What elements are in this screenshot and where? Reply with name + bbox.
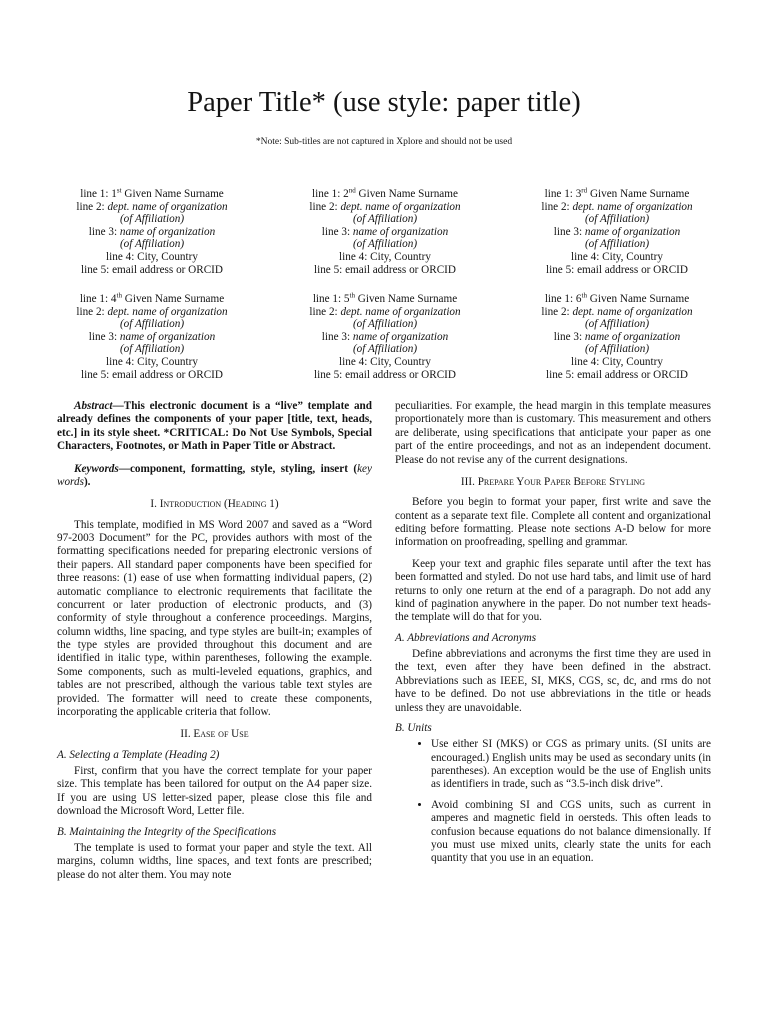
author-city-line: line 4: City, Country — [571, 355, 663, 368]
author-dept-line: line 2: dept. name of organization — [541, 305, 693, 318]
author-affiliation: (of Affiliation) — [352, 343, 418, 356]
author-city-line: line 4: City, Country — [571, 250, 663, 263]
author-city-line: line 4: City, Country — [106, 250, 198, 263]
body-paragraph: Keep your text and graphic files separate until after the text has been formatted and styled. Do not use hard tabs, and limit use of hard returns to only one return at the end of a paragraph. Do not add any kind of pagination anywhere in the paper. Do not number text heads-the template will do that for you. — [395, 557, 711, 624]
body-paragraph-continued: peculiarities. For example, the head margin in this template measures proportionately more than is customary. This measurement and others are deliberate, using specifications that anticipate your paper as one part of the entire proceedings, and not as an independent document. Please do not revise any of the current designations. — [395, 400, 711, 466]
author-city-line: line 4: City, Country — [339, 250, 431, 263]
paper-title: Paper Title* (use style: paper title) — [187, 87, 581, 118]
section-heading-introduction: I. Introduction (Heading 1) — [150, 498, 279, 511]
author-block — [268, 293, 502, 381]
author-email-line: line 5: email address or ORCID — [314, 368, 456, 381]
body-paragraph: First, confirm that you have the correct template for your paper size. This template has been tailored for output on the A4 paper size. If you are using US letter-sized paper, please close this file and download the Microsoft Word, Letter file. — [57, 765, 372, 818]
subsection-heading: A. Selecting a Template (Heading 2) — [57, 748, 220, 761]
section-heading-prepare: III. Prepare Your Paper Before Styling — [460, 475, 646, 488]
author-affiliation: (of Affiliation) — [119, 318, 185, 331]
author-email-line: line 5: email address or ORCID — [81, 368, 223, 381]
author-dept-line: line 2: dept. name of organization — [76, 305, 228, 318]
author-row — [36, 188, 732, 276]
author-name-line: line 1: 1st Given Name Surname — [80, 186, 224, 200]
author-dept-line: line 2: dept. name of organization — [76, 200, 228, 213]
subtitle-note: *Note: Sub-titles are not captured in Xplore and should not be used — [255, 137, 513, 147]
author-affiliation: (of Affiliation) — [584, 343, 650, 356]
left-column — [57, 400, 372, 1024]
author-email-line: line 5: email address or ORCID — [81, 263, 223, 276]
author-affiliation: (of Affiliation) — [119, 238, 185, 251]
author-name-line: line 1: 2nd Given Name Surname — [312, 186, 458, 200]
body-paragraph: Before you begin to format your paper, first write and save the content as a separate text file. Complete all content and organizational editing before formatting. Please note sections A-D below for more information on proofreading, spelling and grammar. — [395, 496, 711, 549]
author-block — [502, 188, 732, 276]
author-name-line: line 1: 6th Given Name Surname — [544, 291, 690, 305]
author-city-line: line 4: City, Country — [339, 355, 431, 368]
subsection-heading: B. Units — [395, 721, 432, 734]
author-email-line: line 5: email address or ORCID — [314, 263, 456, 276]
bullet-item: • Use either SI (MKS) or CGS as primary units. (SI units are encouraged.) English units may be used as secondary units (in parentheses). An exception would be the use of English units as identifiers in trade, such as “3.5-inch disk drive”. — [431, 738, 711, 792]
keywords: Keywords—component, formatting, style, styling, insert (key words). — [57, 462, 372, 488]
author-org-line: line 3: name of organization — [88, 330, 216, 343]
body-paragraph: This template, modified in MS Word 2007 and saved as a “Word 97-2003 Document” for the PC, provides authors with most of the formatting specifications needed for preparing electronic versions of their papers. All standard paper components have been specified for three reasons: (1) ease of use when formatting individual papers, (2) automatic compliance to electronic requirements that facilitate the concurrent or later production of electronic products, and (3) conformity of style throughout a conference proceedings. Margins, column widths, line spacing, and type styles are built-in; examples of the type styles are provided throughout this document and are identified in italic type, within parentheses, following the example. Some components, such as multi-leveled equations, graphics, and tables are not prescribed, although the various table text styles are provided. The formatter will need to create these components, incorporating the applicable criteria that follow. — [57, 518, 372, 718]
bullet-item: • Avoid combining SI and CGS units, such as current in amperes and magnetic field in oersteds. This often leads to confusion because equations do not balance dimensionally. If you must use mixed units, clearly state the units for each quantity that you use in an equation. — [431, 799, 711, 866]
author-org-line: line 3: name of organization — [88, 225, 216, 238]
author-email-line: line 5: email address or ORCID — [546, 368, 688, 381]
author-affiliation: (of Affiliation) — [119, 213, 185, 226]
author-row — [36, 293, 732, 381]
author-org-line: line 3: name of organization — [321, 225, 449, 238]
author-email-line: line 5: email address or ORCID — [546, 263, 688, 276]
author-dept-line: line 2: dept. name of organization — [309, 200, 461, 213]
author-org-line: line 3: name of organization — [321, 330, 449, 343]
author-affiliation: (of Affiliation) — [352, 318, 418, 331]
subsection-heading: B. Maintaining the Integrity of the Specifications — [57, 825, 277, 838]
author-dept-line: line 2: dept. name of organization — [541, 200, 693, 213]
author-affiliation: (of Affiliation) — [352, 238, 418, 251]
author-name-line: line 1: 5th Given Name Surname — [312, 291, 458, 305]
body-paragraph: Define abbreviations and acronyms the first time they are used in the text, even after they have been defined in the abstract. Abbreviations such as IEEE, SI, MKS, CGS, sc, dc, and rms do not have to be defined. Do not use abbreviations in the title or heads unless they are unavoidable. — [395, 648, 711, 714]
subsection-heading: A. Abbreviations and Acronyms — [395, 631, 537, 644]
author-dept-line: line 2: dept. name of organization — [309, 305, 461, 318]
author-block — [36, 293, 268, 381]
author-org-line: line 3: name of organization — [553, 330, 681, 343]
author-block — [268, 188, 502, 276]
author-affiliation: (of Affiliation) — [584, 213, 650, 226]
author-affiliation: (of Affiliation) — [119, 343, 185, 356]
author-affiliation: (of Affiliation) — [352, 213, 418, 226]
author-block — [36, 188, 268, 276]
author-affiliation: (of Affiliation) — [584, 318, 650, 331]
author-block — [502, 293, 732, 381]
body-paragraph: The template is used to format your paper and style the text. All margins, column widths, line spaces, and text fonts are prescribed; please do not alter them. You may note — [57, 841, 372, 881]
right-column — [395, 400, 711, 1024]
abstract: Abstract—This electronic document is a “live” template and already defines the components of your paper [title, text, heads, etc.] in its style sheet. *CRITICAL: Do Not Use Symbols, Special Characters, Footnotes, or Math in Paper Title or Abstract. — [57, 400, 372, 453]
author-affiliation: (of Affiliation) — [584, 238, 650, 251]
author-name-line: line 1: 4th Given Name Surname — [79, 291, 225, 305]
author-org-line: line 3: name of organization — [553, 225, 681, 238]
section-heading-ease-of-use: II. Ease of Use — [180, 728, 249, 741]
author-city-line: line 4: City, Country — [106, 355, 198, 368]
units-bullet-list — [395, 738, 711, 865]
author-name-line: line 1: 3rd Given Name Surname — [544, 186, 690, 200]
